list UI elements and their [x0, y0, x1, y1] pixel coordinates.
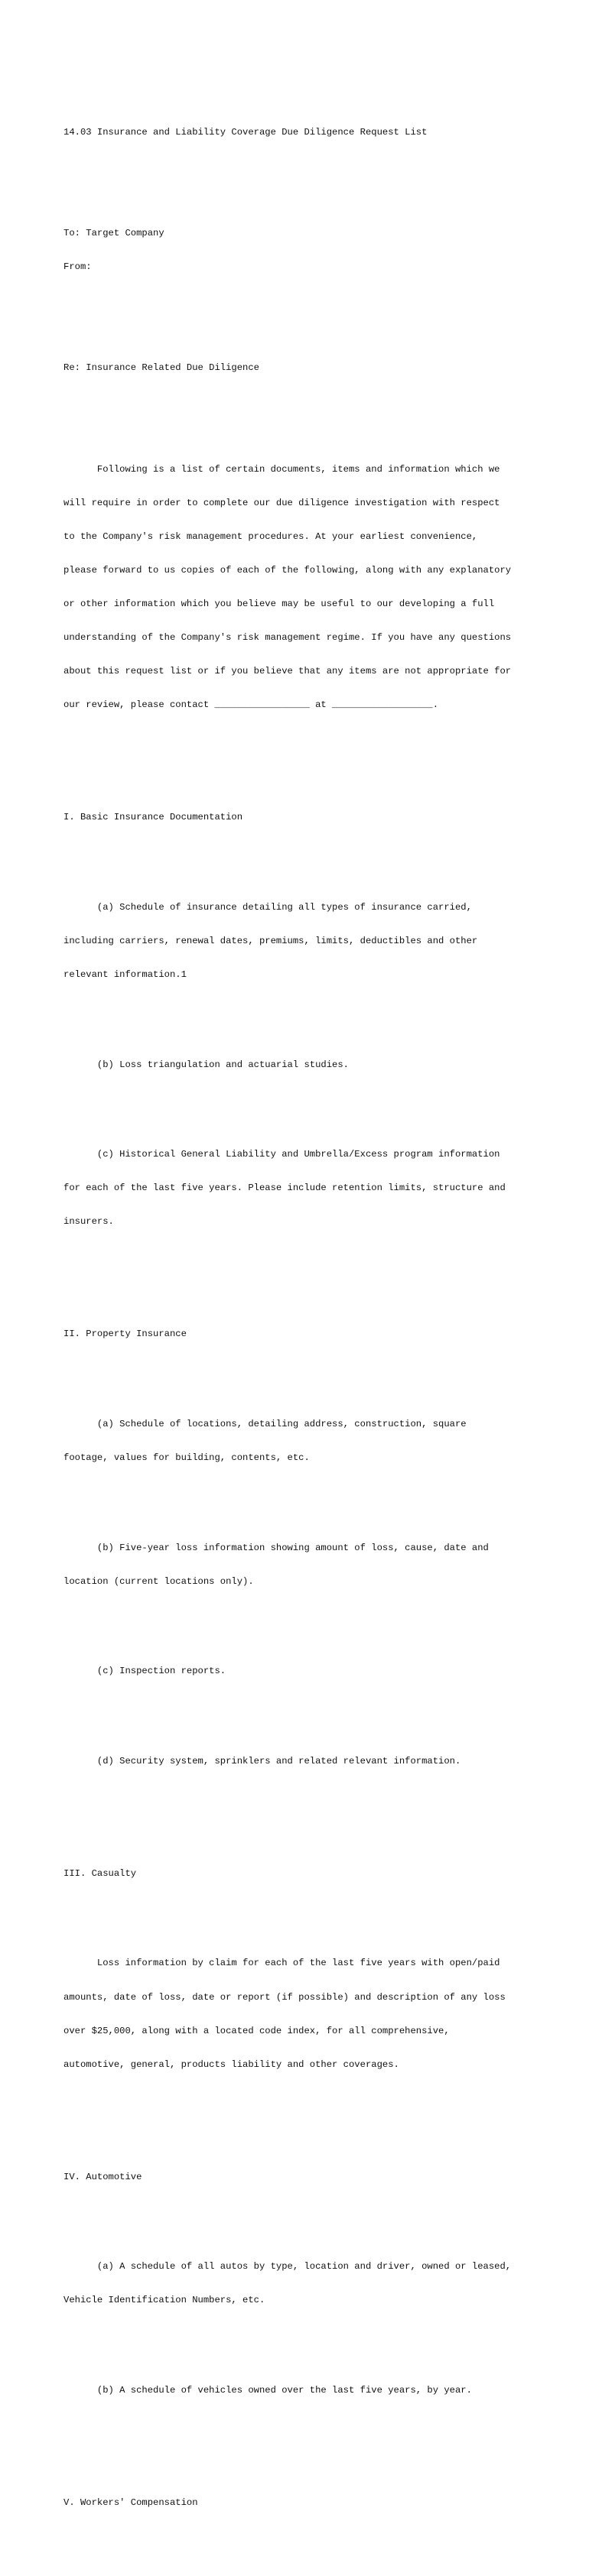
- document-body: [63, 70, 530, 2576]
- paragraph-line: Loss information by claim for each of the last five years with open/paid: [63, 1958, 500, 1969]
- paragraph-line: (b) Loss triangulation and actuarial studies.: [63, 1059, 349, 1070]
- paragraph-line: (c) Inspection reports.: [63, 1666, 226, 1677]
- section-heading: [63, 1845, 530, 1902]
- section-heading: [63, 790, 530, 846]
- section-paragraph: [63, 1520, 530, 1610]
- paragraph-line: amounts, date of loss, date or report (if possible) and description of any loss: [63, 1991, 506, 2003]
- re-line: Re: Insurance Related Due Diligence: [63, 362, 259, 374]
- section-paragraph: [63, 1397, 530, 1487]
- paragraph-line: location (current locations only).: [63, 1575, 254, 1587]
- section-heading: [63, 1306, 530, 1363]
- paragraph-line: (d) Security system, sprinklers and related relevant information.: [63, 1755, 461, 1767]
- paragraph-line: (a) A schedule of all autos by type, location and driver, owned or leased,: [63, 2261, 512, 2273]
- paragraph-line: over $25,000, along with a located code index, for all comprehensive,: [63, 2025, 450, 2036]
- section-heading-text: III. Casualty: [63, 1867, 137, 1879]
- section-paragraph: [63, 1733, 530, 1789]
- section-paragraph: [63, 2239, 530, 2329]
- section-heading-text: I. Basic Insurance Documentation: [63, 812, 243, 823]
- intro-paragraph: [63, 441, 530, 733]
- intro-line: to the Company's risk management procedures. At your earliest convenience,: [63, 530, 478, 542]
- paragraph-line: (b) A schedule of vehicles owned over the last five years, by year.: [63, 2385, 472, 2396]
- section-heading-text: V. Workers' Compensation: [63, 2497, 198, 2509]
- paragraph-line: (a) Schedule of insurance detailing all types of insurance carried,: [63, 901, 472, 913]
- intro-line: will require in order to complete our due diligence investigation with respect: [63, 497, 500, 508]
- intro-line: understanding of the Company's risk management regime. If you have any questions: [63, 631, 512, 643]
- paragraph-line: (a) Schedule of locations, detailing address, construction, square: [63, 1418, 467, 1429]
- section-paragraph: [63, 879, 530, 1003]
- section-paragraph: [63, 1037, 530, 1093]
- section-heading-text: II. Property Insurance: [63, 1329, 187, 1340]
- intro-line: or other information which you believe may be useful to our developing a full: [63, 598, 495, 609]
- paragraph-line: including carriers, renewal dates, premiums, limits, deductibles and other: [63, 935, 478, 946]
- section-paragraph: [63, 2363, 530, 2419]
- section-paragraph: [63, 1935, 530, 2093]
- section-paragraph: [63, 1643, 530, 1700]
- document-title: [63, 104, 530, 161]
- from-line: From:: [63, 261, 92, 272]
- section-heading-text: IV. Automotive: [63, 2171, 142, 2182]
- title-text: 14.03 Insurance and Liability Coverage Due Diligence Request List: [63, 126, 428, 138]
- paragraph-line: insurers.: [63, 1216, 114, 1228]
- paragraph-line: automotive, general, products liability and other coverages.: [63, 2059, 399, 2070]
- paragraph-line: (b) Five-year loss information showing amount of loss, cause, date and: [63, 1542, 489, 1553]
- memo-header: [63, 205, 530, 295]
- to-line: To: Target Company: [63, 227, 164, 238]
- paragraph-line: for each of the last five years. Please include retention limits, structure and: [63, 1183, 506, 1194]
- section-paragraph: [63, 1127, 530, 1251]
- paragraph-line: (c) Historical General Liability and Umbrella/Excess program information: [63, 1149, 500, 1160]
- section-heading: [63, 2149, 530, 2205]
- paragraph-line: footage, values for building, contents, etc.: [63, 1452, 310, 1463]
- re-line-block: [63, 340, 530, 397]
- section-heading: [63, 2475, 530, 2532]
- paragraph-line: relevant information.1: [63, 968, 187, 980]
- paragraph-line: Vehicle Identification Numbers, etc.: [63, 2295, 265, 2306]
- intro-line: please forward to us copies of each of the following, along with any explanatory: [63, 564, 512, 576]
- intro-line: Following is a list of certain documents, items and information which we: [63, 463, 500, 475]
- intro-line: our review, please contact _________________ at __________________.: [63, 699, 439, 711]
- intro-line: about this request list or if you believe that any items are not appropriate for: [63, 666, 512, 677]
